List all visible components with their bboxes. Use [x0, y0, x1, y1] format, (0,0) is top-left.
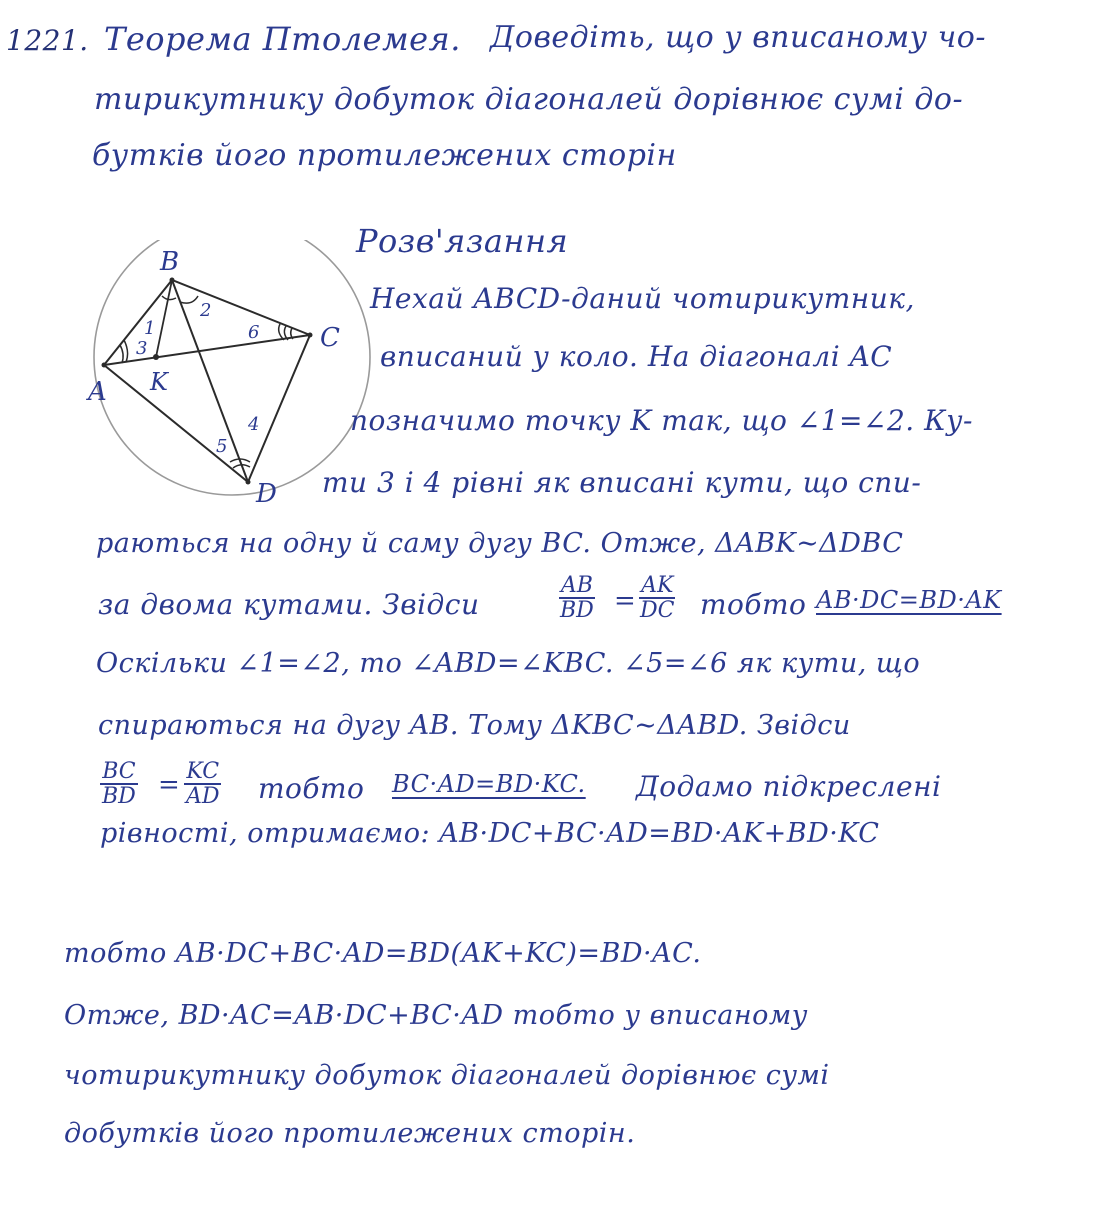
- fraction-denominator: BD: [560, 598, 594, 624]
- solution-line-1: Нехай ABCD-даний чотирикутник,: [370, 282, 915, 315]
- label-d: D: [256, 479, 277, 509]
- solution-line-12: Отже, BD·AC=AB·DC+BC·AD тобто у вписаному: [64, 1000, 808, 1031]
- fraction-ak-dc: [638, 574, 676, 622]
- problem-line-2: тирикутнику добуток діагоналей дорівнює сумі до-: [94, 82, 964, 117]
- label-angle-5: 5: [216, 436, 228, 457]
- label-angle-4: 4: [248, 414, 260, 435]
- solution-line-9d: Додамо підкреслені: [636, 770, 942, 803]
- solution-line-11: тобто AB·DC+BC·AD=BD(AK+KC)=BD·AC.: [64, 938, 702, 969]
- diagonal-ac: [104, 335, 310, 365]
- solution-line-13: чотирикутнику добуток діагоналей дорівнює сумі: [64, 1060, 830, 1091]
- angle-arc-c: [279, 324, 284, 340]
- fraction-denominator: BD: [102, 784, 136, 810]
- label-c: C: [320, 323, 340, 353]
- circumcircle: [94, 240, 370, 495]
- label-a: A: [88, 377, 107, 407]
- fraction-kc-ad: [184, 760, 222, 808]
- solution-line-3: позначимо точку K так, що ∠1=∠2. Ку-: [350, 404, 973, 437]
- point-b: [170, 278, 175, 283]
- label-angle-3: 3: [136, 338, 148, 359]
- angle-arc-c3: [291, 328, 293, 339]
- angle-arc-a2: [120, 345, 123, 363]
- point-c: [308, 333, 313, 338]
- problem-line-3: бутків його протилежених сторін: [92, 138, 677, 173]
- label-k: K: [150, 368, 168, 396]
- point-a: [102, 363, 107, 368]
- point-k: [153, 354, 159, 360]
- label-b: B: [160, 247, 180, 277]
- solution-heading: Розв'язання: [356, 222, 569, 260]
- problem-title: Теорема Птолемея.: [104, 20, 461, 58]
- fraction-numerator: AK: [641, 573, 674, 598]
- solution-line-2: вписаний у коло. На діагоналі AC: [380, 340, 893, 373]
- fraction-numerator: BC: [102, 759, 136, 784]
- fraction-ab-bd: [558, 574, 596, 622]
- angle-arc-b2: [180, 296, 198, 303]
- solution-line-4: ти 3 і 4 рівні як вписані кути, що спи-: [322, 466, 922, 499]
- equals-sign: =: [158, 770, 180, 800]
- angle-arc-a: [124, 340, 128, 362]
- point-d: [246, 480, 251, 485]
- solution-line-7: Оскільки ∠1=∠2, то ∠ABD=∠KBC. ∠5=∠6 як кути, що: [96, 648, 921, 679]
- fraction-numerator: AB: [560, 573, 593, 598]
- label-angle-1: 1: [144, 318, 156, 339]
- solution-line-8: спираються на дугу AB. Тому ΔKBC∼ΔABD. Звідси: [98, 710, 851, 741]
- solution-line-10: рівності, отримаємо: AB·DC+BC·AD=BD·AK+BD·KC: [100, 818, 880, 849]
- fraction-denominator: AD: [186, 784, 220, 810]
- solution-line-14: добутків його протилежених сторін.: [64, 1118, 636, 1149]
- label-angle-6: 6: [248, 322, 260, 343]
- equals-sign: =: [614, 586, 636, 616]
- solution-line-9b: тобто: [258, 772, 365, 805]
- solution-line-6a: за двома кутами. Звідси: [98, 588, 480, 621]
- problem-number: 1221.: [6, 24, 89, 57]
- fraction-numerator: KC: [186, 759, 220, 784]
- underlined-equality-1: AB·DC=BD·AK: [816, 586, 1002, 614]
- underlined-equality-2: BC·AD=BD·KC.: [392, 770, 586, 798]
- problem-line-1: Доведіть, що у вписаному чо-: [490, 20, 986, 55]
- solution-line-6b: тобто: [700, 588, 807, 621]
- solution-line-5: раються на одну й саму дугу BC. Отже, ΔABK∼ΔDBC: [96, 528, 904, 559]
- label-angle-2: 2: [200, 300, 212, 321]
- fraction-bc-bd: [100, 760, 138, 808]
- fraction-denominator: DC: [640, 598, 675, 624]
